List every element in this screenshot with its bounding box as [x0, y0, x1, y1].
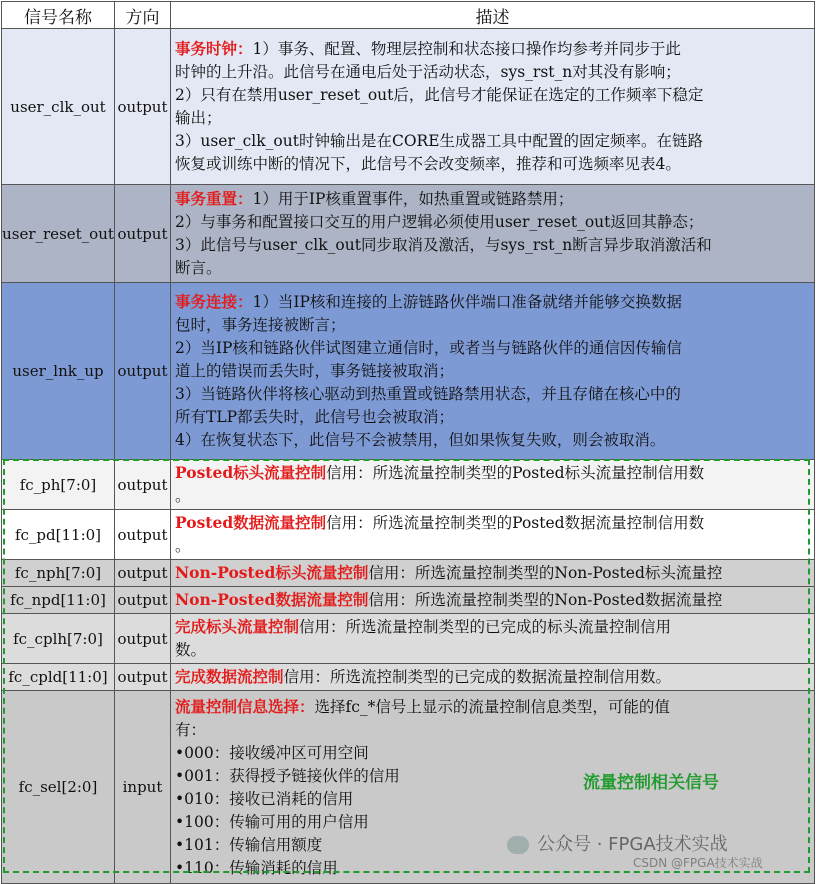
description-line: [175, 360, 811, 383]
description-text: •100：传输可用的用户信用: [175, 812, 369, 831]
description-text: 4）在恢复状态下，此信号不会被禁用，但如果恢复失败，则会被取消。: [175, 431, 666, 449]
signal-direction-cell: output: [115, 664, 171, 691]
description-line: [175, 695, 811, 719]
table-row: [2, 29, 815, 185]
signal-name-cell: user_lnk_up: [2, 283, 115, 460]
description-text: 输出；: [175, 109, 222, 127]
signal-description-cell: [171, 664, 815, 691]
description-line: [175, 257, 811, 280]
description-text: 3）当链路伙伴将核心驱动到热重置或链路禁用状态，并且存储在核心中的: [175, 385, 681, 403]
signal-table: [1, 1, 815, 884]
description-text: 。: [175, 487, 191, 505]
description-line: [175, 130, 811, 153]
signal-direction-cell: output: [115, 560, 171, 587]
highlight-term: 流量控制信息选择：: [175, 696, 315, 716]
table-row: [2, 510, 815, 560]
description-line: [175, 211, 811, 234]
highlight-term: 完成数据流控制: [175, 667, 284, 686]
description-text: 信用：所选流量控制类型的Non-Posted数据流量控: [368, 591, 723, 609]
table-row: [2, 664, 815, 691]
description-text: 1）用于IP核重置事件，如热重置或链路禁用；: [252, 190, 574, 208]
highlight-term: 事务重置：: [175, 189, 253, 208]
wechat-icon: [507, 836, 529, 854]
description-line: [175, 511, 811, 535]
description-text: 3）user_clk_out时钟输出是在CORE生成器工具中配置的固定频率。在链路: [175, 132, 704, 150]
header-signal-name: 信号名称: [2, 2, 115, 29]
description-text: •000：接收缓冲区可用空间: [175, 743, 369, 762]
description-text: 。: [175, 537, 191, 555]
description-text: 2）当IP核和链路伙伴试图建立通信时，或者当与链路伙伴的通信因传输信: [175, 339, 682, 357]
signal-name-cell: fc_nph[7:0]: [2, 560, 115, 587]
signal-description-cell: [171, 29, 815, 185]
description-text: 包时，事务连接被断言；: [175, 316, 346, 334]
signal-name-cell: fc_cpld[11:0]: [2, 664, 115, 691]
description-text: •110：传输消耗的信用: [175, 858, 338, 877]
description-line: [175, 406, 811, 429]
table-row: [2, 185, 815, 283]
signal-description-cell: [171, 560, 815, 587]
description-line: [175, 290, 811, 314]
table-row: [2, 283, 815, 460]
description-text: 有：: [175, 720, 207, 739]
description-text: 1）当IP核和连接的上游链路伙伴端口准备就绪并能够交换数据: [252, 293, 682, 311]
signal-name-cell: fc_sel[2:0]: [2, 691, 115, 884]
signal-name-cell: fc_ph[7:0]: [2, 460, 115, 510]
table-row: [2, 560, 815, 587]
description-text: 所有TLP都丢失时，此信号也会被取消；: [175, 408, 455, 426]
description-line: [175, 665, 811, 689]
highlight-term: Non-Posted数据流量控制: [175, 590, 369, 609]
signal-direction-cell: output: [115, 283, 171, 460]
table-row: [2, 587, 815, 614]
description-text: 信用：所选流量控制类型的已完成的标头流量控制信用: [299, 618, 672, 636]
description-line: [175, 337, 811, 360]
description-line: [175, 742, 811, 765]
description-line: [175, 485, 811, 508]
description-line: [175, 84, 811, 107]
signal-description-cell: [171, 283, 815, 460]
description-text: 信用：所选流量控制类型的Posted标头流量控制信用数: [326, 464, 705, 482]
table-row: [2, 614, 815, 664]
watermark: [507, 830, 728, 856]
description-line: [175, 61, 811, 84]
description-text: 信用：所选流量控制类型的Non-Posted标头流量控: [368, 564, 723, 582]
description-text: 1）事务、配置、物理层控制和状态接口操作均参考并同步于此: [252, 40, 681, 58]
description-line: [175, 187, 811, 211]
signal-description-cell: [171, 510, 815, 560]
signal-name-cell: fc_pd[11:0]: [2, 510, 115, 560]
highlight-term: Non-Posted标头流量控制: [175, 563, 369, 582]
description-line: [175, 588, 811, 612]
highlight-term: 事务连接：: [175, 292, 253, 311]
watermark-text: 公众号 · FPGA技术实战: [537, 834, 728, 855]
signal-direction-cell: output: [115, 185, 171, 283]
signal-description-cell: [171, 185, 815, 283]
description-text: •101：传输信用额度: [175, 835, 323, 854]
description-text: 恢复或训练中断的情况下，此信号不会改变频率，推荐和可选频率见表4。: [175, 155, 681, 173]
description-text: 选择fc_*信号上显示的流量控制信息类型，可能的值: [314, 697, 670, 716]
description-line: [175, 561, 811, 585]
signal-direction-cell: output: [115, 510, 171, 560]
description-text: 信用：所选流量控制类型的Posted数据流量控制信用数: [326, 514, 705, 532]
highlight-term: 事务时钟：: [175, 39, 253, 58]
signal-description-cell: [171, 587, 815, 614]
signal-name-cell: fc_cplh[7:0]: [2, 614, 115, 664]
signal-description-cell: [171, 460, 815, 510]
signal-name-cell: fc_npd[11:0]: [2, 587, 115, 614]
description-line: [175, 153, 811, 176]
description-line: [175, 383, 811, 406]
watermark-small: CSDN @FPGA技术实战: [633, 856, 763, 870]
description-text: 道上的错误而丢失时，事务链接被取消；: [175, 362, 455, 380]
description-line: [175, 639, 811, 662]
description-text: 信用：所选流控制类型的已完成的数据流量控制信用数。: [283, 668, 672, 686]
description-text: 3）此信号与user_clk_out同步取消及激活，与sys_rst_n断言异步取消激活和: [175, 236, 712, 254]
description-line: [175, 314, 811, 337]
table-header-row: [2, 2, 815, 29]
description-line: [175, 429, 811, 452]
description-text: 2）只有在禁用user_reset_out后，此信号才能保证在选定的工作频率下稳定: [175, 86, 704, 104]
description-line: [175, 37, 811, 61]
description-line: [175, 107, 811, 130]
highlight-term: 完成标头流量控制: [175, 617, 300, 636]
description-line: [175, 719, 811, 742]
header-direction: 方向: [115, 2, 171, 29]
signal-name-cell: user_clk_out: [2, 29, 115, 185]
header-description: 描述: [171, 2, 815, 29]
signal-name-cell: user_reset_out: [2, 185, 115, 283]
flow-control-group-label: 流量控制相关信号: [583, 773, 719, 793]
table-row: [2, 460, 815, 510]
highlight-term: Posted数据流量控制: [175, 513, 327, 532]
description-text: •010：接收已消耗的信用: [175, 789, 354, 808]
signal-direction-cell: input: [115, 691, 171, 884]
signal-description-cell: [171, 614, 815, 664]
signal-direction-cell: output: [115, 29, 171, 185]
description-line: [175, 234, 811, 257]
highlight-term: Posted标头流量控制: [175, 463, 327, 482]
signal-direction-cell: output: [115, 614, 171, 664]
description-line: [175, 615, 811, 639]
signal-direction-cell: output: [115, 460, 171, 510]
description-text: •001：获得授予链接伙伴的信用: [175, 766, 400, 785]
description-text: 断言。: [175, 259, 222, 277]
signal-direction-cell: output: [115, 587, 171, 614]
description-text: 2）与事务和配置接口交互的用户逻辑必须使用user_reset_out返回其静态；: [175, 213, 704, 231]
description-line: [175, 461, 811, 485]
description-text: 时钟的上升沿。此信号在通电后处于活动状态，sys_rst_n对其没有影响；: [175, 63, 681, 81]
description-text: 数。: [175, 641, 207, 659]
description-line: [175, 535, 811, 558]
